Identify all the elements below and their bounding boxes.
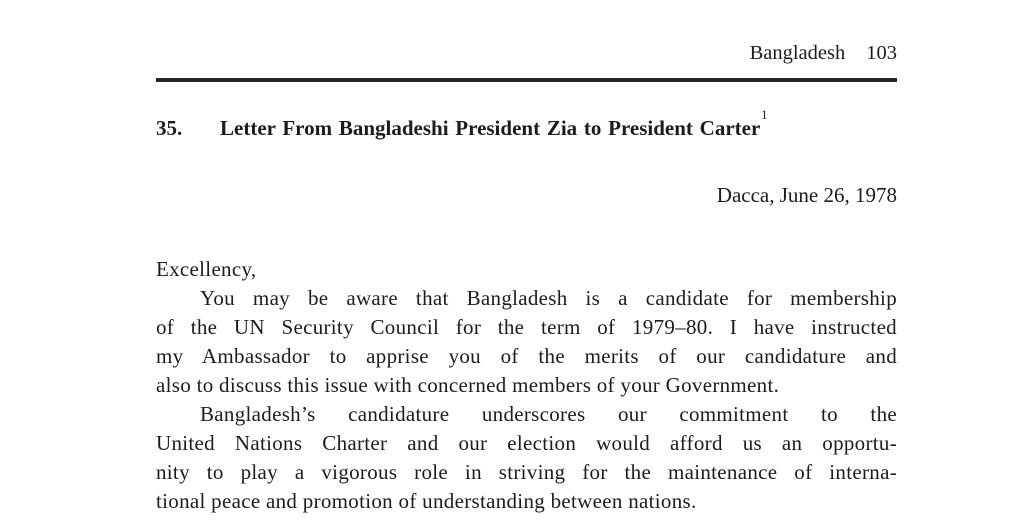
- letter-body: [156, 255, 897, 516]
- paragraph-line: Bangladesh’s candidature underscores our commitment to the: [200, 402, 897, 426]
- paragraph-line: my Ambassador to apprise you of the merits of our candidature and: [156, 344, 897, 368]
- page-number: 103: [866, 42, 897, 64]
- footnote-reference: 1: [761, 108, 768, 122]
- paragraph-line: United Nations Charter and our election would afford us an opportu-: [156, 431, 897, 455]
- paragraph-line: nity to play a vigorous role in striving for the maintenance of interna-: [156, 460, 897, 484]
- paragraph-line: also to discuss this issue with concerned members of your Government.: [156, 373, 780, 397]
- paragraph-line: You may be aware that Bangladesh is a candidate for membership: [200, 286, 897, 310]
- dateline: Dacca, June 26, 1978: [716, 183, 897, 207]
- salutation: Excellency,: [156, 257, 257, 281]
- paragraph-line: of the UN Security Council for the term of 1979–80. I have instructed: [156, 315, 897, 339]
- paragraph-line: tional peace and promotion of understanding between nations.: [156, 489, 697, 513]
- running-head-chapter: Bangladesh: [749, 42, 846, 64]
- running-head: [156, 41, 897, 65]
- document-number: 35.: [156, 116, 183, 140]
- document-heading: [156, 110, 897, 141]
- header-rule: [156, 78, 897, 82]
- document-title: Letter From Bangladeshi President Zia to President Carter: [220, 116, 761, 140]
